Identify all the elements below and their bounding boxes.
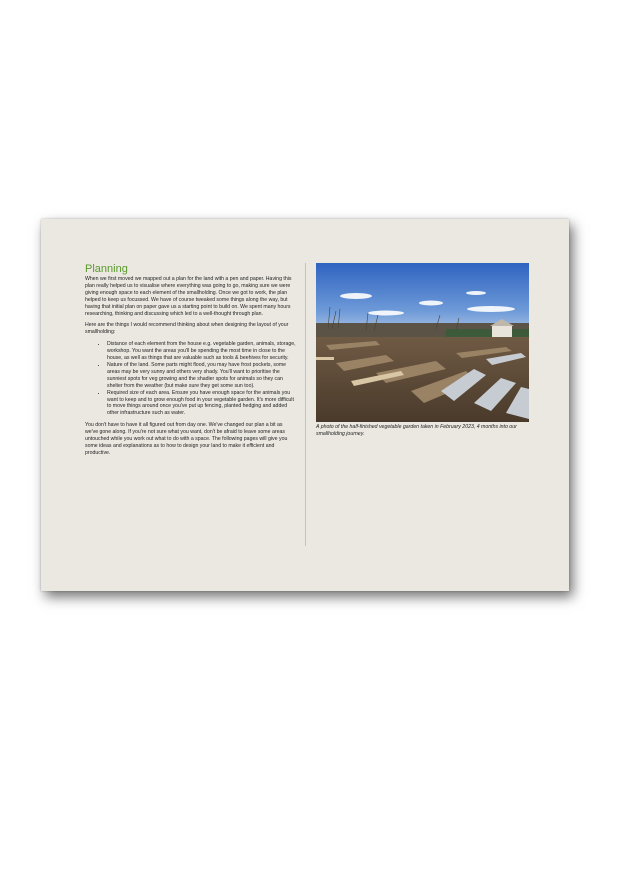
vegetable-garden-photo	[316, 263, 529, 422]
list-intro-paragraph: Here are the things I would recommend thinking about when designing the layout of your smallholding:	[85, 322, 289, 336]
closing-paragraph: You don't have to have it all figured out from day one. We've changed our plan a bit as we've gone along. If you're not sure what you want, don't be afraid to leave some areas untouched while you work out what to do with a space. The following pages will give you some ideas and explanations as to how to design your land to make it efficient and productive.	[85, 422, 288, 456]
photo-caption: A photo of the half-finished vegetable garden taken in February 2023, 4 months into our smallholding journey.	[316, 424, 517, 437]
text-column	[85, 263, 297, 462]
intro-paragraph: When we first moved we mapped out a plan for the land with a pen and paper. Having this plan really helped us to visualise where everything was going to go, making sure we were giving enough space to each element of the smallholding. Once we got to work, the plan helped to keep us focussed. We have of course tweaked some things along the way, but having that initial plan on paper gave us a starting point to build on. We spent many hours researching, thinking and discussing which led to a well-thought through plan.	[85, 276, 292, 317]
column-divider	[305, 263, 306, 546]
list-item: • Distance of each element from the house e.g. vegetable garden, animals, storage, workshop. You want the areas you'll be spending the most time in close to the house, as well as things that are valuable such as tools & beehives for security.	[107, 341, 297, 362]
considerations-list	[85, 341, 297, 417]
document-page	[41, 219, 569, 591]
list-item: • Nature of the land. Some parts might flood, you may have frost pockets, some areas may be very sunny and others very shady. You'll want to prioritise the sunniest spots for veg growing and the shadier spots for animals so they can shelter from the weather (but make sure they get some sun too).	[107, 362, 297, 390]
section-heading: Planning	[85, 263, 128, 275]
list-item: • Required size of each area. Ensure you have enough space for the animals you want to keep and to grow enough food in your vegetable garden. It's more difficult to move things around once you've put up fencing, planted hedging and added other infrastructure such as water.	[107, 390, 297, 418]
